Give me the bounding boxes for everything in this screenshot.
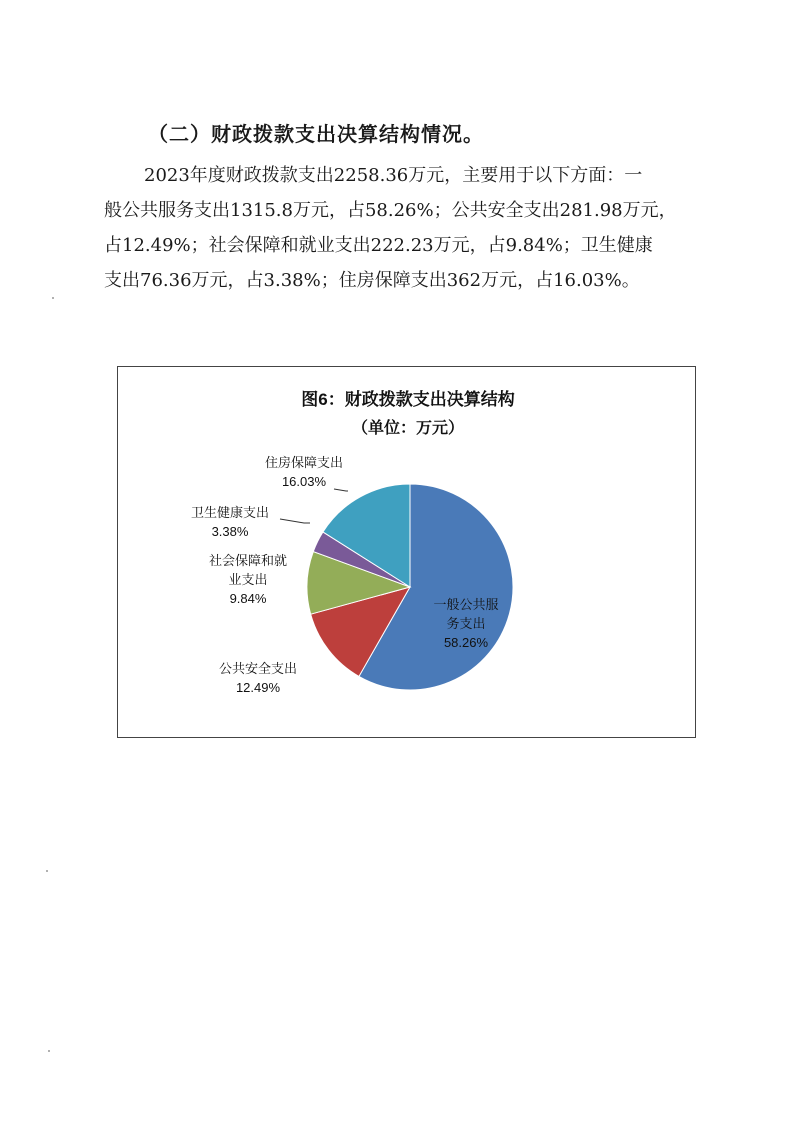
slice-percent-label: 3.38% — [211, 524, 249, 539]
chart-subtitle: （单位：万元） — [351, 420, 465, 437]
summary-paragraph — [104, 158, 724, 298]
slice-percent-label: 16.03% — [281, 474, 327, 489]
slice-percent-label: 9.84% — [229, 591, 267, 606]
leader-line — [334, 489, 348, 491]
paragraph-line: 2023年度财政拨款支出2258.36万元，主要用于以下方面：一 — [144, 165, 643, 186]
scan-speck — [48, 1050, 50, 1052]
slice-category-label: 业支出 — [228, 572, 268, 587]
slice-category-label: 住房保障支出 — [264, 455, 344, 470]
slice-category-label: 务支出 — [446, 616, 486, 631]
slice-percent-label: 12.49% — [235, 680, 281, 695]
chart-title: 图6：财政拨款支出决算结构 — [301, 390, 515, 409]
slice-percent-label: 58.26% — [443, 635, 489, 650]
paragraph-line: 支出76.36万元，占3.38%；住房保障支出362万元，占16.03%。 — [104, 270, 640, 291]
pie-chart — [118, 367, 697, 739]
section-heading: （二）财政拨款支出决算结构情况。 — [148, 122, 484, 146]
paragraph-line: 占12.49%；社会保障和就业支出222.23万元，占9.84%；卫生健康 — [104, 235, 653, 256]
slice-category-label: 社会保障和就 — [208, 553, 288, 568]
slice-category-label: 公共安全支出 — [218, 661, 298, 676]
leader-line — [280, 519, 310, 523]
slice-category-label: 一般公共服 — [433, 597, 499, 612]
slice-category-label: 卫生健康支出 — [190, 505, 270, 520]
scan-speck — [46, 870, 48, 872]
pie-chart-frame — [117, 366, 696, 738]
scan-speck — [52, 297, 54, 299]
paragraph-line: 般公共服务支出1315.8万元，占58.26%；公共安全支出281.98万元， — [104, 200, 677, 221]
